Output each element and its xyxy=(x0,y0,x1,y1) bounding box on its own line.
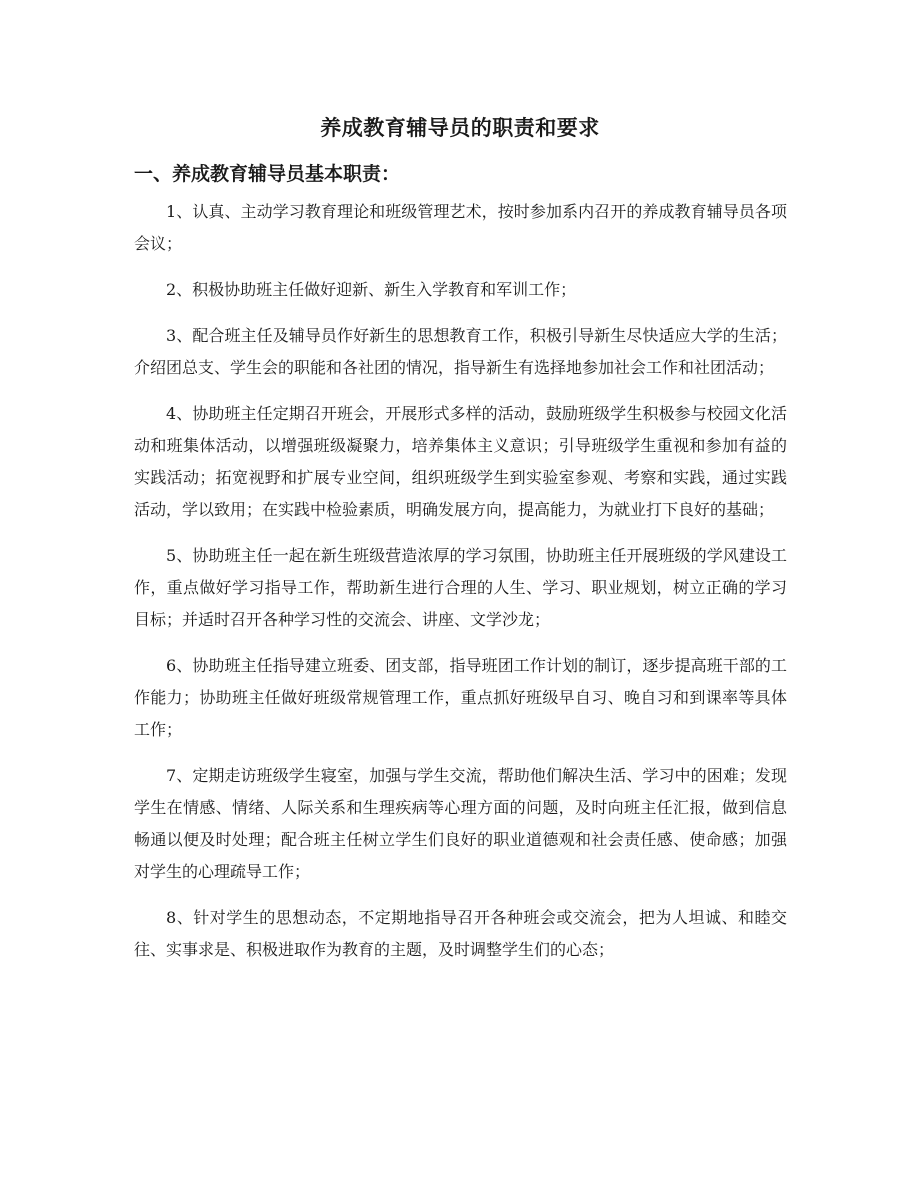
document-title: 养成教育辅导员的职责和要求 xyxy=(320,116,600,140)
document-body xyxy=(134,196,787,980)
paragraph-3: 3、配合班主任及辅导员作好新生的思想教育工作，积极引导新生尽快适应大学的生活；介绍团总支、学生会的职能和各社团的情况，指导新生有选择地参加社会工作和社团活动； xyxy=(134,326,787,377)
paragraph-5: 5、协助班主任一起在新生班级营造浓厚的学习氛围，协助班主任开展班级的学风建设工作，重点做好学习指导工作，帮助新生进行合理的人生、学习、职业规划，树立正确的学习目标；并适时召开各种学习性的交流会、讲座、文学沙龙； xyxy=(134,546,787,629)
section-heading: 一、养成教育辅导员基本职责： xyxy=(134,163,401,185)
paragraph-4: 4、协助班主任定期召开班会，开展形式多样的活动，鼓励班级学生积极参与校园文化活动和班集体活动，以增强班级凝聚力，培养集体主义意识；引导班级学生重视和参加有益的实践活动；拓宽视野和扩展专业空间，组织班级学生到实验室参观、考察和实践，通过实践活动，学以致用；在实践中检验素质，明确发展方向，提高能力，为就业打下良好的基础； xyxy=(134,404,787,519)
paragraph-8: 8、针对学生的思想动态，不定期地指导召开各种班会或交流会，把为人坦诚、和睦交往、实事求是、积极进取作为教育的主题，及时调整学生们的心态； xyxy=(134,908,787,959)
paragraph-6: 6、协助班主任指导建立班委、团支部，指导班团工作计划的制订，逐步提高班干部的工作能力；协助班主任做好班级常规管理工作，重点抓好班级早自习、晚自习和到课率等具体工作； xyxy=(134,656,787,739)
paragraph-7: 7、定期走访班级学生寝室，加强与学生交流，帮助他们解决生活、学习中的困难；发现学生在情感、情绪、人际关系和生理疾病等心理方面的问题，及时向班主任汇报，做到信息畅通以便及时处理；配合班主任树立学生们良好的职业道德观和社会责任感、使命感；加强对学生的心理疏导工作； xyxy=(134,766,787,881)
paragraph-2: 2、积极协助班主任做好迎新、新生入学教育和军训工作； xyxy=(166,280,577,299)
paragraph-1: 1、认真、主动学习教育理论和班级管理艺术，按时参加系内召开的养成教育辅导员各项会议； xyxy=(134,202,787,253)
